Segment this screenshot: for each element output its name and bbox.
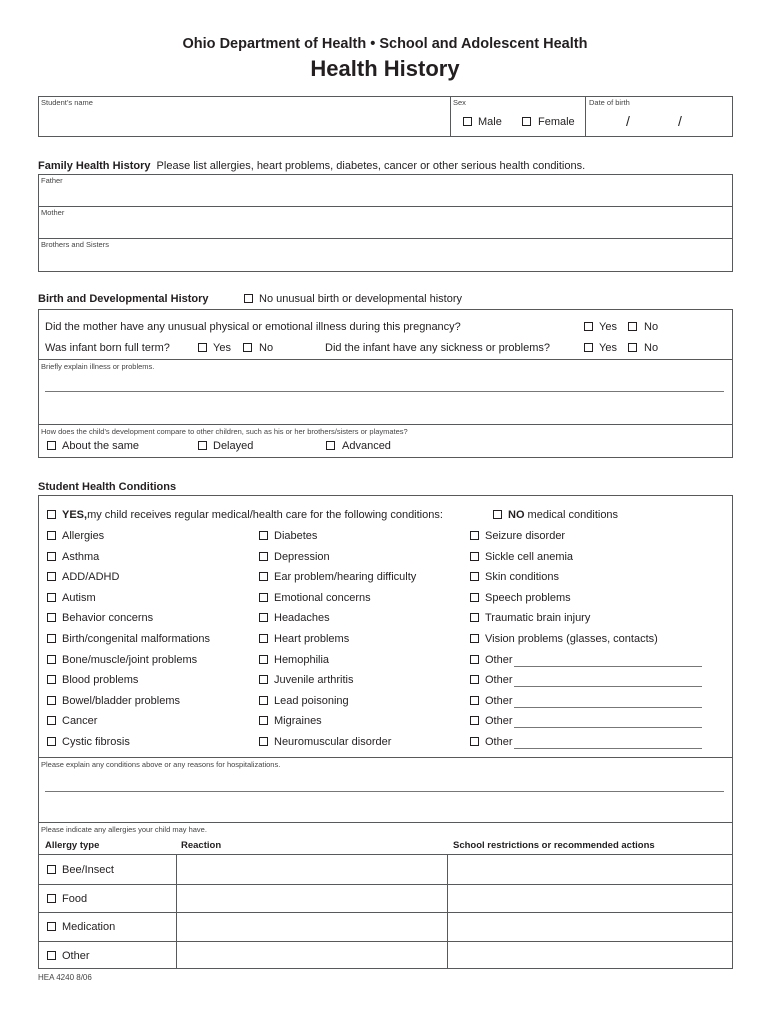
allergy-type-label: Other bbox=[62, 950, 90, 962]
yes-label: Yes bbox=[213, 342, 231, 354]
org-header: Ohio Department of Health • School and Adolescent Health bbox=[182, 36, 588, 52]
allergy-reaction-field[interactable] bbox=[178, 885, 445, 911]
advanced-checkbox[interactable] bbox=[326, 441, 335, 450]
yes-bold: YES, bbox=[62, 509, 88, 521]
condition-label: Cancer bbox=[62, 715, 98, 727]
condition-checkbox[interactable] bbox=[470, 655, 479, 664]
condition-label: Other bbox=[485, 736, 513, 748]
yes-text: my child receives regular medical/health care for the following conditions: bbox=[87, 509, 443, 521]
other-condition-field[interactable] bbox=[514, 666, 702, 667]
page-title: Health History bbox=[310, 56, 460, 81]
father-label: Father bbox=[41, 176, 63, 185]
other-condition-field[interactable] bbox=[514, 727, 702, 728]
condition-label: Lead poisoning bbox=[274, 695, 349, 707]
condition-label: Traumatic brain injury bbox=[485, 612, 591, 624]
condition-checkbox[interactable] bbox=[470, 531, 479, 540]
yes-conditions-label bbox=[62, 509, 443, 521]
no-conditions-label bbox=[508, 509, 618, 521]
allergies-indicate-label: Please indicate any allergies your child may have. bbox=[41, 825, 207, 834]
infant-sickness-yes-checkbox[interactable] bbox=[584, 343, 593, 352]
condition-checkbox[interactable] bbox=[47, 572, 56, 581]
condition-label: Other bbox=[485, 695, 513, 707]
no-label: No bbox=[644, 342, 659, 354]
about-same-checkbox[interactable] bbox=[47, 441, 56, 450]
condition-checkbox[interactable] bbox=[47, 613, 56, 622]
form-number: HEA 4240 8/06 bbox=[38, 973, 92, 982]
condition-label: Bowel/bladder problems bbox=[62, 695, 181, 707]
condition-label: Sickle cell anemia bbox=[485, 551, 574, 563]
condition-label: Juvenile arthritis bbox=[274, 674, 354, 686]
birth-history-title: Birth and Developmental History bbox=[38, 293, 209, 305]
actions-header: School restrictions or recommended actions bbox=[453, 840, 655, 851]
no-bold: NO bbox=[508, 509, 525, 521]
condition-checkbox[interactable] bbox=[47, 655, 56, 664]
reaction-header: Reaction bbox=[181, 840, 222, 851]
condition-checkbox[interactable] bbox=[259, 572, 268, 581]
condition-checkbox[interactable] bbox=[470, 572, 479, 581]
male-label: Male bbox=[478, 116, 502, 128]
infant-sickness-question: Did the infant have any sickness or problems? bbox=[325, 342, 551, 354]
no-label: No bbox=[644, 321, 659, 333]
full-term-question: Was infant born full term? bbox=[45, 342, 170, 354]
explain-conditions-label: Please explain any conditions above or any reasons for hospitalizations. bbox=[41, 760, 281, 769]
advanced-label: Advanced bbox=[342, 440, 391, 452]
condition-checkbox[interactable] bbox=[47, 716, 56, 725]
condition-checkbox[interactable] bbox=[259, 531, 268, 540]
no-unusual-birth-checkbox[interactable] bbox=[244, 294, 253, 303]
other-condition-field[interactable] bbox=[514, 686, 702, 687]
allergy-type-checkbox[interactable] bbox=[47, 894, 56, 903]
condition-label: Neuromuscular disorder bbox=[274, 736, 392, 748]
allergy-actions-field[interactable] bbox=[449, 942, 731, 968]
condition-checkbox[interactable] bbox=[47, 634, 56, 643]
allergy-actions-field[interactable] bbox=[449, 856, 731, 882]
condition-label: Behavior concerns bbox=[62, 612, 154, 624]
mother-illness-yes-checkbox[interactable] bbox=[584, 322, 593, 331]
condition-checkbox[interactable] bbox=[470, 716, 479, 725]
condition-checkbox[interactable] bbox=[470, 675, 479, 684]
mother-field[interactable] bbox=[40, 217, 730, 237]
mother-label: Mother bbox=[41, 208, 65, 217]
siblings-label: Brothers and Sisters bbox=[41, 240, 109, 249]
mother-illness-no-checkbox[interactable] bbox=[628, 322, 637, 331]
no-conditions-checkbox[interactable] bbox=[493, 510, 502, 519]
condition-label: Other bbox=[485, 654, 513, 666]
condition-label: Seizure disorder bbox=[485, 530, 566, 542]
condition-checkbox[interactable] bbox=[259, 613, 268, 622]
family-history-instructions: Please list allergies, heart problems, diabetes, cancer or other serious health conditions. bbox=[156, 160, 586, 172]
condition-label: Diabetes bbox=[274, 530, 318, 542]
condition-label: Other bbox=[485, 715, 513, 727]
condition-label: ADD/ADHD bbox=[62, 571, 120, 583]
condition-checkbox[interactable] bbox=[259, 552, 268, 561]
condition-checkbox[interactable] bbox=[259, 675, 268, 684]
condition-label: Autism bbox=[62, 592, 96, 604]
allergy-type-checkbox[interactable] bbox=[47, 865, 56, 874]
allergy-type-checkbox[interactable] bbox=[47, 951, 56, 960]
mother-illness-question: Did the mother have any unusual physical or emotional illness during this pregnancy? bbox=[45, 321, 461, 333]
student-name-field[interactable] bbox=[40, 108, 445, 134]
condition-label: Allergies bbox=[62, 530, 105, 542]
family-history-heading bbox=[38, 160, 585, 172]
condition-checkbox[interactable] bbox=[47, 531, 56, 540]
allergy-reaction-field[interactable] bbox=[178, 856, 445, 882]
yes-label: Yes bbox=[599, 321, 617, 333]
no-text: medical conditions bbox=[524, 509, 619, 521]
dob-label: Date of birth bbox=[589, 98, 630, 107]
yes-conditions-checkbox[interactable] bbox=[47, 510, 56, 519]
condition-label: Birth/congenital malformations bbox=[62, 633, 210, 645]
no-label: No bbox=[259, 342, 274, 354]
infant-sickness-no-checkbox[interactable] bbox=[628, 343, 637, 352]
condition-label: Emotional concerns bbox=[274, 592, 371, 604]
full-term-yes-checkbox[interactable] bbox=[198, 343, 207, 352]
condition-label: Ear problem/hearing difficulty bbox=[274, 571, 417, 583]
condition-checkbox[interactable] bbox=[259, 593, 268, 602]
condition-label: Migraines bbox=[274, 715, 322, 727]
allergy-type-header: Allergy type bbox=[45, 840, 100, 851]
condition-checkbox[interactable] bbox=[47, 593, 56, 602]
dob-field[interactable] bbox=[588, 108, 730, 134]
condition-label: Cystic fibrosis bbox=[62, 736, 130, 748]
condition-checkbox[interactable] bbox=[470, 696, 479, 705]
condition-checkbox[interactable] bbox=[259, 634, 268, 643]
condition-label: Heart problems bbox=[274, 633, 350, 645]
allergy-actions-field[interactable] bbox=[449, 885, 731, 911]
condition-checkbox[interactable] bbox=[47, 696, 56, 705]
other-condition-field[interactable] bbox=[514, 748, 702, 749]
condition-label: Asthma bbox=[62, 551, 100, 563]
allergy-type-label: Medication bbox=[62, 921, 116, 933]
condition-checkbox[interactable] bbox=[470, 552, 479, 561]
full-term-no-checkbox[interactable] bbox=[243, 343, 252, 352]
condition-checkbox[interactable] bbox=[470, 737, 479, 746]
explain-conditions-field[interactable] bbox=[40, 770, 730, 820]
condition-checkbox[interactable] bbox=[47, 737, 56, 746]
yes-label: Yes bbox=[599, 342, 617, 354]
conditions-title: Student Health Conditions bbox=[38, 481, 177, 493]
allergy-type-label: Food bbox=[62, 893, 88, 905]
condition-label: Speech problems bbox=[485, 592, 571, 604]
allergy-type-checkbox[interactable] bbox=[47, 922, 56, 931]
condition-checkbox[interactable] bbox=[259, 696, 268, 705]
condition-checkbox[interactable] bbox=[470, 593, 479, 602]
other-condition-field[interactable] bbox=[514, 707, 702, 708]
explain-illness-field[interactable] bbox=[40, 372, 730, 422]
allergy-type-label: Bee/Insect bbox=[62, 864, 114, 876]
female-checkbox[interactable] bbox=[522, 117, 531, 126]
dob-slash: / bbox=[626, 113, 630, 129]
male-checkbox[interactable] bbox=[463, 117, 472, 126]
no-unusual-birth-label: No unusual birth or developmental history bbox=[259, 293, 463, 305]
condition-checkbox[interactable] bbox=[47, 675, 56, 684]
sex-label: Sex bbox=[453, 98, 466, 107]
delayed-checkbox[interactable] bbox=[198, 441, 207, 450]
condition-label: Depression bbox=[274, 551, 330, 563]
dob-slash: / bbox=[678, 113, 682, 129]
father-field[interactable] bbox=[40, 185, 730, 205]
female-label: Female bbox=[538, 116, 575, 128]
condition-checkbox[interactable] bbox=[470, 634, 479, 643]
allergy-reaction-field[interactable] bbox=[178, 913, 445, 939]
student-name-label: Student’s name bbox=[41, 98, 93, 107]
family-history-title: Family Health History bbox=[38, 160, 151, 172]
allergy-reaction-field[interactable] bbox=[178, 942, 445, 968]
condition-label: Bone/muscle/joint problems bbox=[62, 654, 198, 666]
development-compare-label: How does the child’s development compare to other children, such as his or her brothers/sisters or playmates? bbox=[41, 427, 408, 436]
explain-illness-label: Briefly explain illness or problems. bbox=[41, 362, 155, 371]
condition-checkbox[interactable] bbox=[259, 716, 268, 725]
condition-label: Blood problems bbox=[62, 674, 139, 686]
condition-label: Hemophilia bbox=[274, 654, 330, 666]
delayed-label: Delayed bbox=[213, 440, 254, 452]
siblings-field[interactable] bbox=[40, 249, 730, 270]
allergy-actions-field[interactable] bbox=[449, 913, 731, 939]
condition-label: Other bbox=[485, 674, 513, 686]
condition-checkbox[interactable] bbox=[259, 655, 268, 664]
condition-label: Headaches bbox=[274, 612, 330, 624]
condition-checkbox[interactable] bbox=[47, 552, 56, 561]
condition-checkbox[interactable] bbox=[259, 737, 268, 746]
condition-checkbox[interactable] bbox=[470, 613, 479, 622]
about-same-label: About the same bbox=[62, 440, 140, 452]
condition-label: Vision problems (glasses, contacts) bbox=[485, 633, 658, 645]
condition-label: Skin conditions bbox=[485, 571, 559, 583]
